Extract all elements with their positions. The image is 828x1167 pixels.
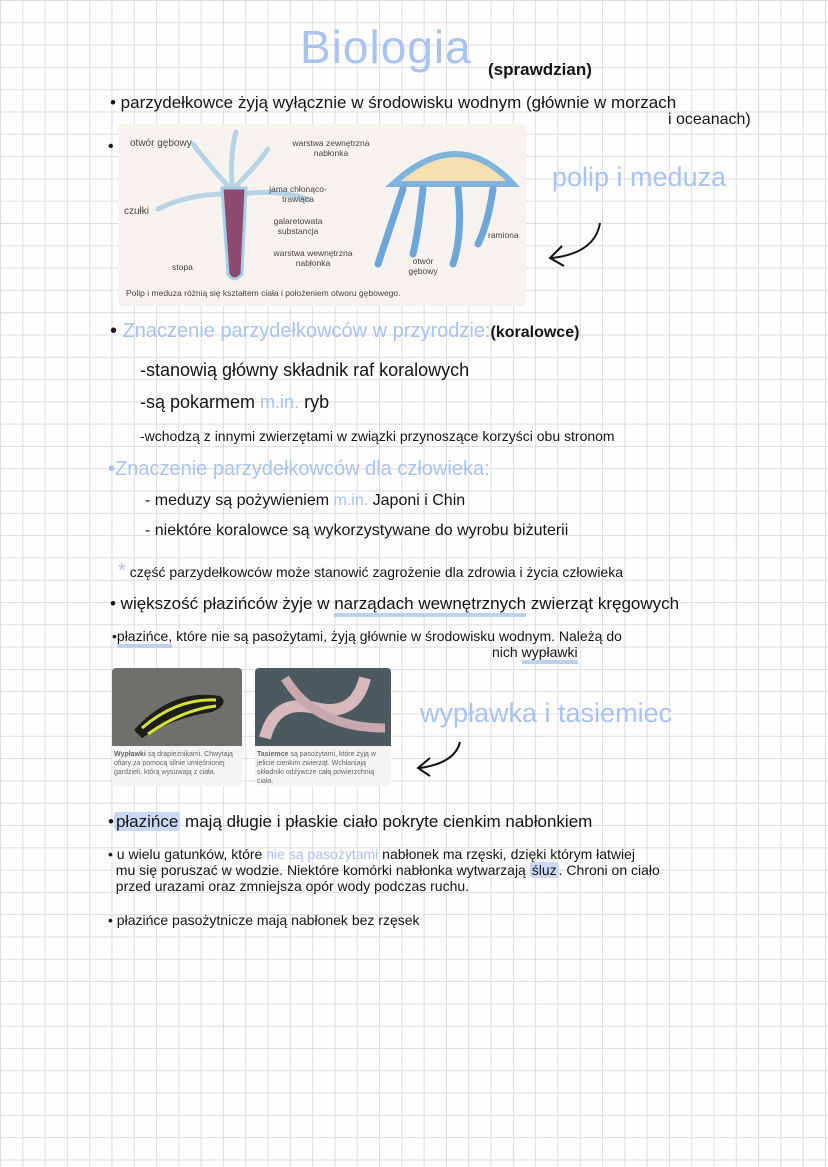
page-title: Biologia: [300, 21, 472, 73]
label: jama chłonąco-trawiąca: [269, 184, 327, 204]
polyp-medusa-diagram: [118, 124, 526, 306]
photo-tapeworm: [255, 668, 391, 786]
flatworm-line: • większość płazińców żyje w narządach wewnętrznych zwierząt kręgowych: [110, 594, 679, 614]
list-item: - meduzy są pożywieniem m.in. Japoni i Chin: [145, 492, 466, 509]
body-paragraph: • płazińce pasożytnicze mają nabłonek bez rzęsek: [108, 912, 420, 928]
intro-line-cont: i oceanach): [668, 111, 751, 128]
photo-caption: Tasiemce są pasożytami, które żyją w jelicie cienkim zwierząt. Wchłaniają składniki odżywcze całą powierzchnią ciała.: [257, 751, 376, 785]
list-item: -wchodzą z innymi zwierzętami w związki przynoszące korzyści obu stronom: [140, 428, 615, 444]
flatworm-line-cont: nich wypławki: [492, 644, 578, 660]
annotation-planarian-tapeworm: wypławka i tasiemiec: [420, 698, 673, 728]
section-nature-heading: • Znaczenie parzydełkowców w przyrodzie:(koralowce): [110, 320, 580, 342]
list-item: - niektóre koralowce są wykorzystywane do wyrobu biżuterii: [145, 522, 569, 539]
flatworm-line: •płazińce, które nie są pasożytami, żyją głównie w środowisku wodnym. Należą do: [112, 628, 622, 644]
photo-caption: Wypławki są drapieżnikami. Chwytają ofiary za pomocą silnie umięśnionej gardzieli, którą wysuwają z ciała.: [114, 751, 233, 776]
label: otwór gębowy: [408, 256, 438, 276]
arrow-icon: [540, 218, 610, 268]
body-paragraph: • płazińce mają długie i płaskie ciało pokryte cienkim nabłonkiem: [108, 812, 593, 831]
warning-note: * część parzydełkowców może stanowić zagrożenie dla zdrowia i życia człowieka: [118, 560, 624, 582]
section-human-heading: •Znaczenie parzydełkowców dla człowieka:: [108, 458, 490, 480]
arrow-icon: [410, 738, 470, 778]
tapeworm-image: [255, 668, 391, 746]
label: galaretowata substancja: [273, 216, 323, 236]
body-paragraph: • u wielu gatunków, które nie są pasożytami nabłonek ma rzęski, dzięki którym łatwiej mu się poruszać w wodzie. Niektóre komórki nabłonka wytwarzają śluz . Chroni on ciało przed urazami oraz zmniejsza opór wody podczas ruchu.: [108, 846, 660, 894]
planarian-image: [112, 668, 242, 746]
intro-line: • parzydełkowce żyją wyłącznie w środowisku wodnym (głównie w morzach: [110, 93, 677, 112]
label: otwór gębowy: [130, 138, 192, 149]
diagram-caption: Polip i meduza różnią się kształtem ciała i położeniem otworu gębowego.: [126, 288, 401, 298]
label: warstwa wewnętrzna nabłonka: [273, 248, 353, 268]
list-item: -są pokarmem m.in. ryb: [140, 392, 330, 412]
annotation-polyp-medusa: polip i meduza: [552, 162, 727, 192]
label: warstwa zewnętrzna nabłonka: [292, 138, 370, 158]
list-item: -stanowią główny składnik raf koralowych: [140, 360, 470, 380]
photo-planarian: [112, 668, 242, 786]
label: czułki: [124, 206, 150, 217]
label: stopa: [172, 262, 193, 272]
label: ramiona: [488, 230, 519, 240]
page-subtitle: (sprawdzian): [488, 60, 592, 79]
bullet: •: [108, 138, 114, 155]
